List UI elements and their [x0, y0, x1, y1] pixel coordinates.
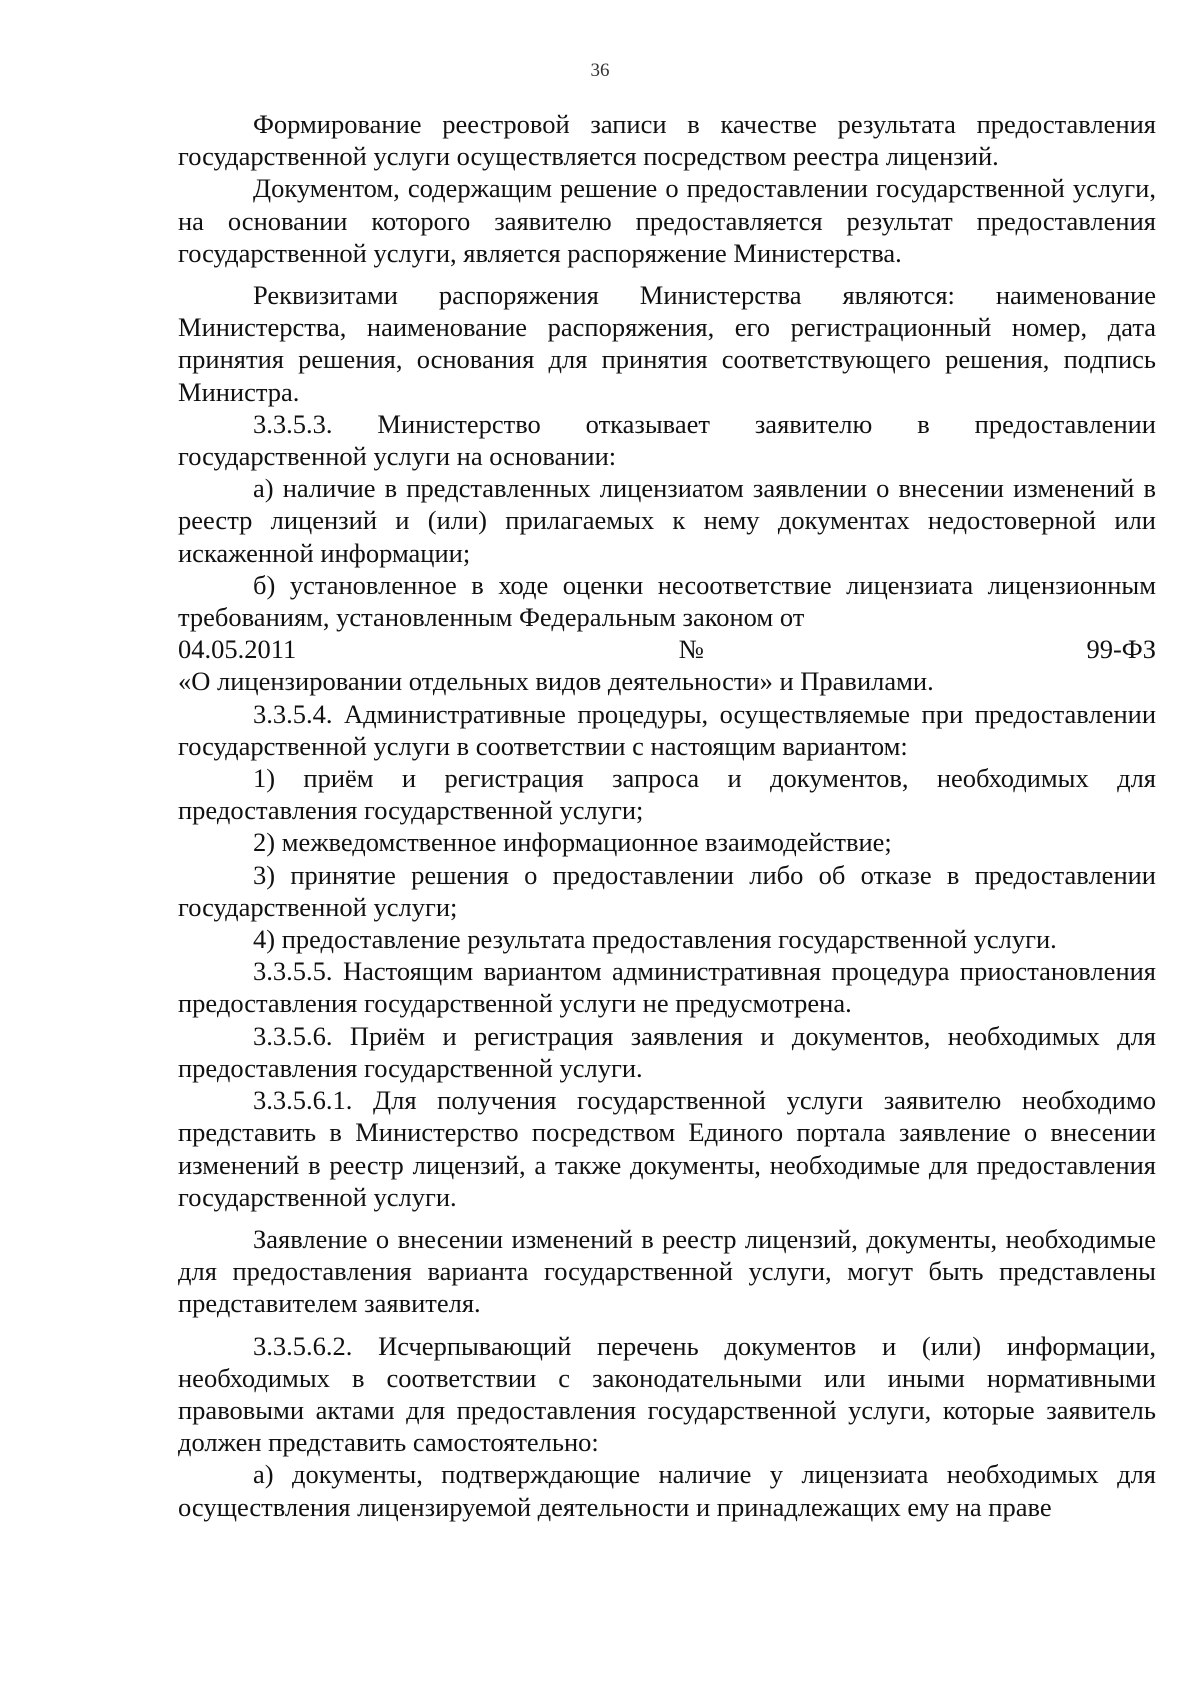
paragraph-3-3-5-6-1: 3.3.5.6.1. Для получения государственной услуги заявителю необходимо представить в Министерство посредством Единого портала заявление о внесении изменений в реестр лицензий, а также документы, необходимые для предоставления государственной услуги. [178, 1085, 1156, 1212]
paragraph-representative: Заявление о внесении изменений в реестр лицензий, документы, необходимые для предоставления варианта государственной услуги, могут быть представлены представителем заявителя. [178, 1223, 1156, 1319]
list-item-3: 3) принятие решения о предоставлении либо об отказе в предоставлении государственной услуги; [178, 859, 1156, 922]
paragraph-law-title: «О лицензировании отдельных видов деятельности» и Правилами. [178, 666, 934, 697]
paragraph-3-3-5-6: 3.3.5.6. Приём и регистрация заявления и документов, необходимых для предоставления государственной услуги. [178, 1020, 1156, 1083]
law-number: 99-ФЗ [1086, 634, 1156, 665]
page-number: 36 [590, 60, 610, 81]
law-reference-line [178, 633, 1156, 665]
law-number-sign: № [678, 634, 705, 665]
law-date: 04.05.2011 [178, 634, 297, 665]
list-item-2: 2) межведомственное информационное взаимодействие; [253, 827, 892, 858]
paragraph-order-details: Реквизитами распоряжения Министерства являются: наименование Министерства, наименование распоряжения, его регистрационный номер, дата принятия решения, основания для принятия соответствующего решения, подпись Министра. [178, 280, 1156, 407]
paragraph-3-3-5-5: 3.3.5.5. Настоящим вариантом административная процедура приостановления предоставления государственной услуги не предусмотрена. [178, 956, 1156, 1019]
paragraph-decision-document: Документом, содержащим решение о предоставлении государственной услуги, на основании которого заявителю предоставляется результат предоставления государственной услуги, является распоряжение Министерства. [178, 173, 1156, 268]
paragraph-item-a-documents: а) документы, подтверждающие наличие у лицензиата необходимых для осуществления лицензируемой деятельности и принадлежащих ему на праве [178, 1459, 1156, 1522]
paragraph-3-3-5-6-2: 3.3.5.6.2. Исчерпывающий перечень документов и (или) информации, необходимых в соответствии с законодательными или иными нормативными правовыми актами для предоставления государственной услуги, которые заявитель должен представить самостоятельно: [178, 1330, 1156, 1458]
paragraph-item-a: а) наличие в представленных лицензиатом заявлении о внесении изменений в реестр лицензий и (или) прилагаемых к нему документах недостоверной или искаженной информации; [178, 473, 1156, 568]
document-body [178, 108, 1156, 1523]
paragraph-registry-record: Формирование реестровой записи в качестве результата предоставления государственной услуги осуществляется посредством реестра лицензий. [178, 109, 1156, 172]
paragraph-3-3-5-3: 3.3.5.3. Министерство отказывает заявителю в предоставлении государственной услуги на основании: [178, 408, 1156, 472]
paragraph-item-b: б) установленное в ходе оценки несоответствие лицензиата лицензионным требованиям, установленным Федеральным законом от [178, 569, 1156, 633]
list-item-4: 4) предоставление результата предоставления государственной услуги. [253, 924, 1057, 955]
paragraph-3-3-5-4: 3.3.5.4. Административные процедуры, осуществляемые при предоставлении государственной услуги в соответствии с настоящим вариантом: [178, 698, 1156, 761]
list-item-1: 1) приём и регистрация запроса и документов, необходимых для предоставления государственной услуги; [178, 763, 1156, 826]
